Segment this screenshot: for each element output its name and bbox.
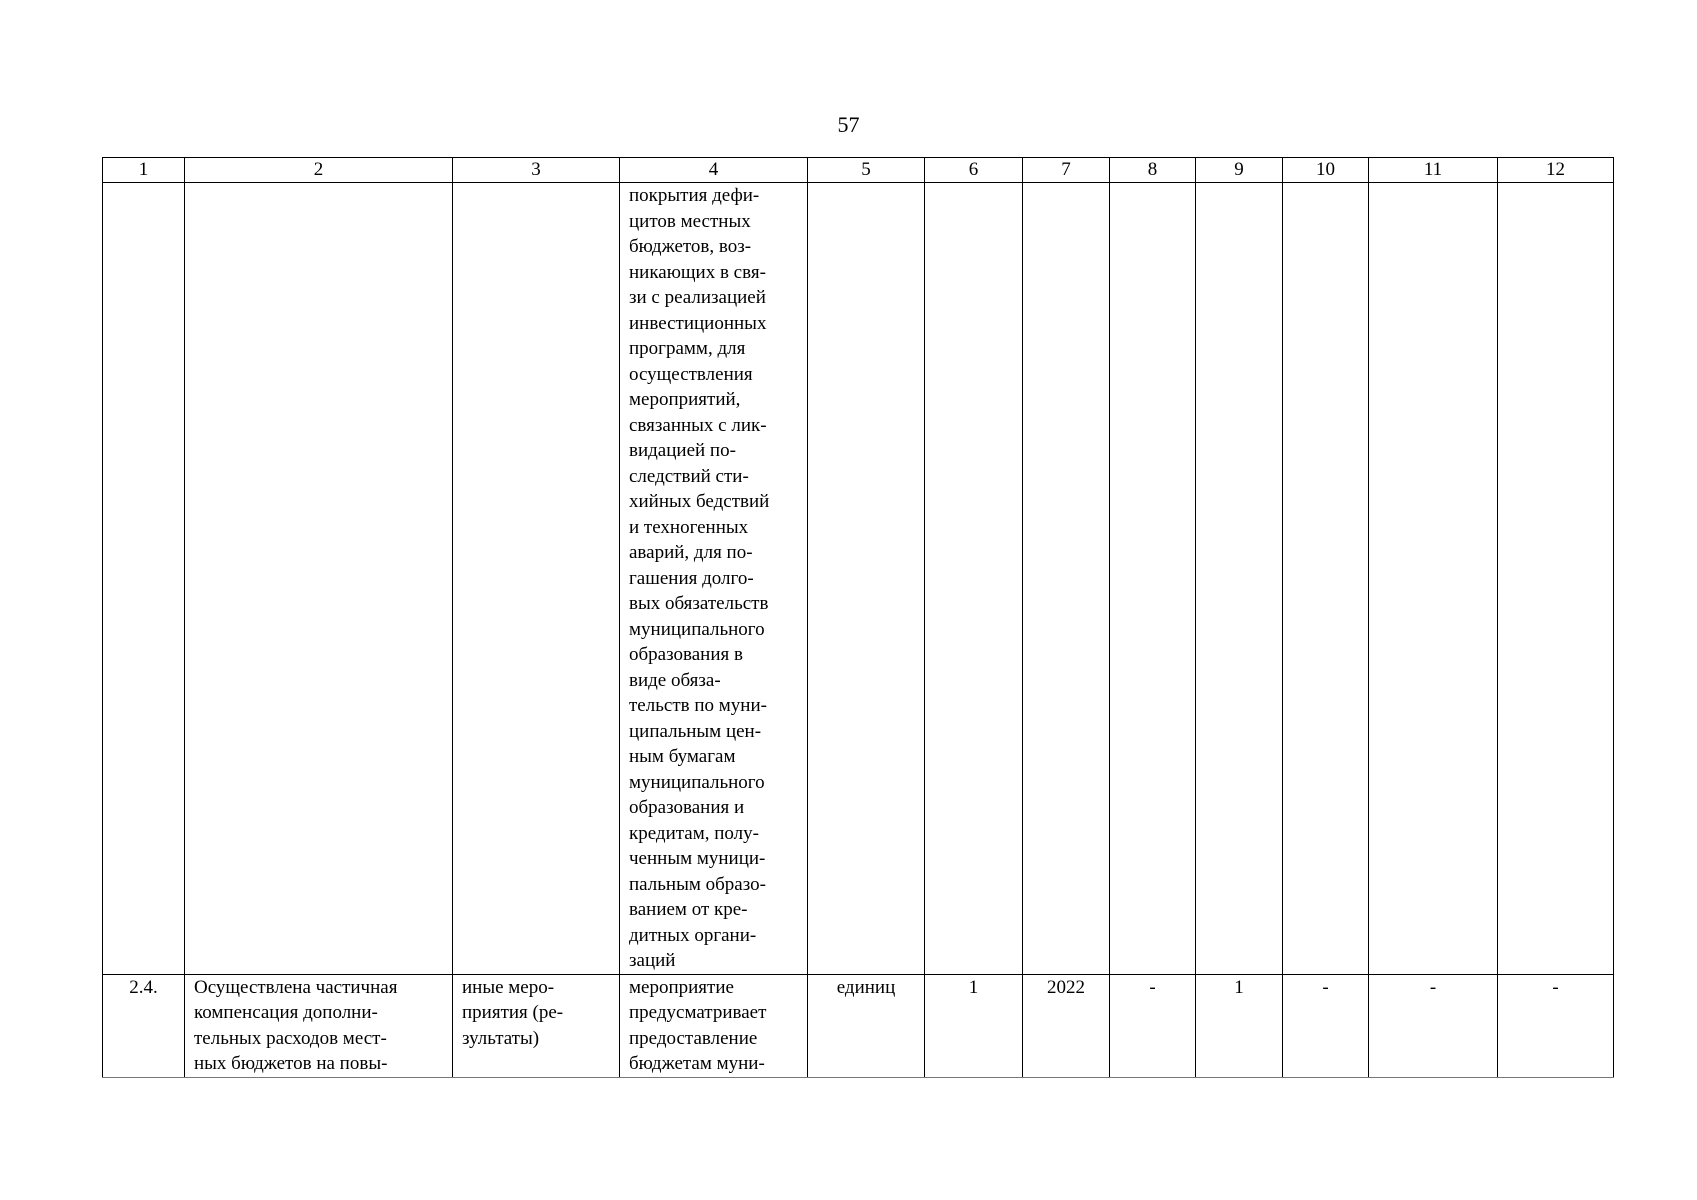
column-header: 3 bbox=[453, 158, 620, 183]
table-cell bbox=[1369, 183, 1498, 975]
table-cell: - bbox=[1110, 974, 1196, 1077]
table-cell bbox=[185, 183, 453, 975]
column-header: 8 bbox=[1110, 158, 1196, 183]
column-header: 9 bbox=[1196, 158, 1283, 183]
column-header: 1 bbox=[103, 158, 185, 183]
table-row bbox=[103, 183, 1614, 975]
table-cell bbox=[1110, 183, 1196, 975]
table-cell-result-name: Осуществлена частичная компенсация дополни- тельных расходов мест- ных бюджетов на повы- bbox=[185, 974, 453, 1077]
column-header: 5 bbox=[808, 158, 925, 183]
table-row bbox=[103, 974, 1614, 1077]
table-cell bbox=[453, 183, 620, 975]
table-cell bbox=[808, 183, 925, 975]
table-cell bbox=[103, 183, 185, 975]
table-cell-description: мероприятие предусматривает предоставление бюджетам муни- bbox=[620, 974, 808, 1077]
table-cell-unit: единиц bbox=[808, 974, 925, 1077]
table-cell: - bbox=[1498, 974, 1614, 1077]
column-header: 4 bbox=[620, 158, 808, 183]
page-number: 57 bbox=[837, 112, 860, 137]
table-cell-description: покрытия дефи- цитов местных бюджетов, воз- никающих в свя- зи с реализацией инвестиционных программ, для осуществления мероприятий, связанных с лик- видацией по- следствий сти- хийных бедствий и техногенных аварий, для по- гашения долго- вых обязательств муниципального образования в виде обяза- тельств по муни- ципальным цен- ным бумагам муниципального образования и кредитам, полу- ченным муници- пальным образо- ванием от кре- дитных органи- заций bbox=[620, 183, 808, 975]
table-cell bbox=[1023, 183, 1110, 975]
table-cell-year: 2022 bbox=[1023, 974, 1110, 1077]
column-header: 2 bbox=[185, 158, 453, 183]
indicators-table bbox=[102, 157, 1614, 1078]
table-cell: 1 bbox=[925, 974, 1023, 1077]
table-cell bbox=[1498, 183, 1614, 975]
table-cell: - bbox=[1369, 974, 1498, 1077]
table-cell-type: иные меро- приятия (ре- зультаты) bbox=[453, 974, 620, 1077]
table-cell bbox=[1196, 183, 1283, 975]
column-header: 6 bbox=[925, 158, 1023, 183]
column-header: 7 bbox=[1023, 158, 1110, 183]
table-cell-number: 2.4. bbox=[103, 974, 185, 1077]
table-cell bbox=[1283, 183, 1369, 975]
table-header-row bbox=[103, 158, 1614, 183]
table-cell: 1 bbox=[1196, 974, 1283, 1077]
table-cell bbox=[925, 183, 1023, 975]
table-cell: - bbox=[1283, 974, 1369, 1077]
column-header: 10 bbox=[1283, 158, 1369, 183]
column-header: 12 bbox=[1498, 158, 1614, 183]
column-header: 11 bbox=[1369, 158, 1498, 183]
